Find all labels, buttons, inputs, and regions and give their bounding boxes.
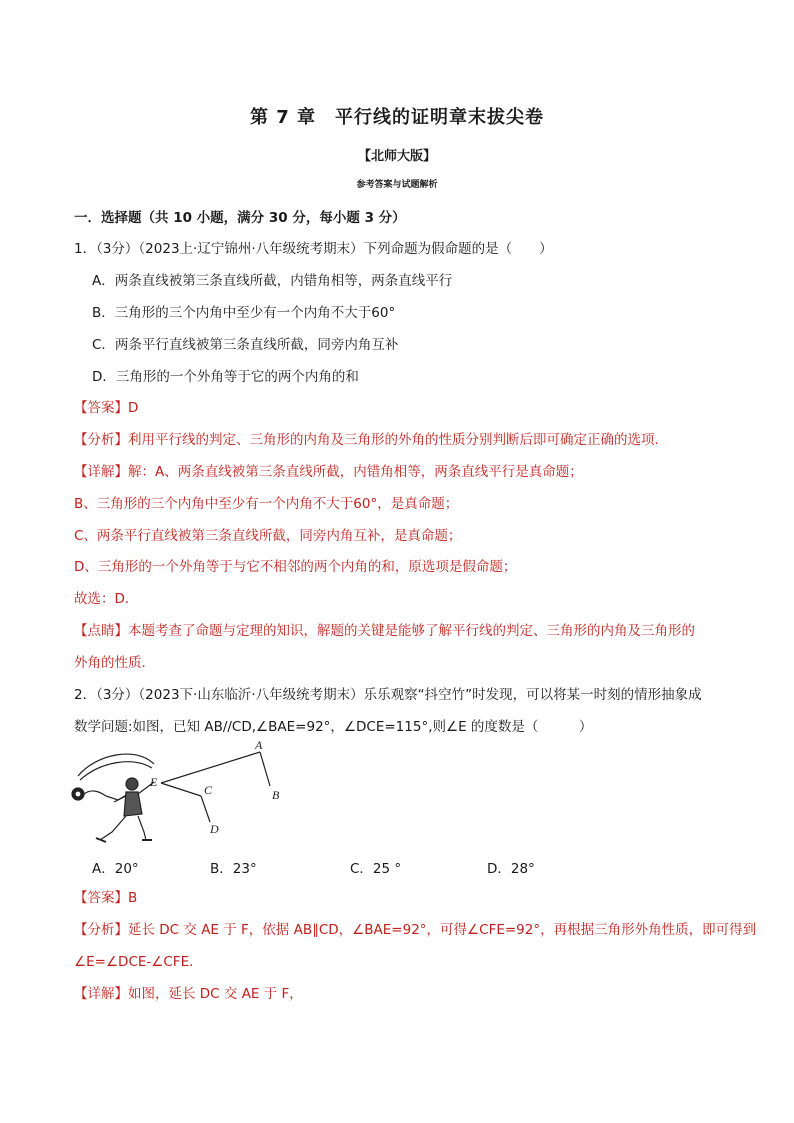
comment-tag: 【点睛】 (74, 623, 128, 639)
analysis-tag: 【分析】 (74, 922, 128, 938)
section-heading: 一．选择题（共 10 小题，满分 30 分，每小题 3 分） (74, 210, 406, 226)
q2-option-b: B．23° (210, 861, 257, 877)
answer-value: B (128, 890, 138, 906)
q2-detail (74, 985, 303, 1003)
segment-cd (201, 796, 210, 822)
q1-stem: 1．（3分）（2023上·辽宁锦州·八年级统考期末）下列命题为假命题的是（ ） (74, 241, 553, 257)
q2-analysis-1 (74, 921, 756, 939)
detail-text: 解：A、两条直线被第三条直线所截，内错角相等，两条直线平行是真命题； (128, 464, 583, 480)
kongzhu-figure (66, 736, 306, 848)
segment-ab (260, 752, 270, 786)
label-d: D (210, 822, 219, 836)
answer-value: D (128, 400, 139, 416)
q1-detail-5: 故选：D． (74, 591, 139, 607)
q1-detail-3: C、两条平行直线被第三条直线所截，同旁内角互补，是真命题； (74, 528, 462, 544)
q1-comment-1 (74, 622, 695, 640)
analysis-tag: 【分析】 (74, 432, 128, 448)
comment-text: 本题考查了命题与定理的知识，解题的关键是能够了解平行线的判定、三角形的内角及三角形的 (128, 623, 695, 639)
q2-answer (74, 889, 137, 907)
q1-option-b: B．三角形的三个内角中至少有一个内角不大于60° (92, 305, 396, 321)
q1-detail-1 (74, 463, 583, 481)
label-b: B (272, 788, 280, 802)
q1-detail-4: D、三角形的一个外角等于与它不相邻的两个内角的和，原选项是假命题； (74, 559, 517, 575)
edition-label: 【北师大版】 (357, 149, 436, 164)
analysis-text: 利用平行线的判定、三角形的内角及三角形的外角的性质分别判断后即可确定正确的选项． (128, 432, 668, 448)
q1-option-c: C．两条平行直线被第三条直线所截，同旁内角互补 (92, 337, 399, 353)
analysis-text: 延长 DC 交 AE 于 F，依据 AB∥CD，∠BAE=92°，可得∠CFE=92°，再根据三角形外角性质，即可得到 (128, 922, 757, 938)
label-c: C (204, 783, 213, 797)
page-title: 第 7 章 平行线的证明章末拔尖卷 (249, 107, 545, 128)
answer-subtitle: 参考答案与试题解析 (356, 180, 438, 190)
q2-option-c: C．25 ° (350, 861, 402, 877)
label-a: A (255, 738, 263, 752)
q1-comment-2: 外角的性质． (74, 655, 155, 671)
segment-ec (161, 783, 201, 796)
q1-detail-2: B、三角形的三个内角中至少有一个内角不大于60°，是真命题； (74, 496, 459, 512)
label-e: E (150, 775, 158, 789)
q1-analysis (74, 431, 668, 449)
detail-text: 如图，延长 DC 交 AE 于 F， (128, 986, 303, 1002)
q2-stem-1: 2．（3分）（2023下·山东临沂·八年级统考期末）乐乐观察“抖空竹”时发现，可以将某一时刻的情形抽象成 (74, 687, 702, 703)
answer-tag: 【答案】 (74, 890, 128, 906)
q1-answer (74, 399, 138, 417)
q2-option-a: A．20° (92, 861, 139, 877)
q2-option-d: D．28° (487, 861, 535, 877)
figure-person-illustration (72, 754, 154, 842)
detail-tag: 【详解】 (74, 464, 128, 480)
q1-option-d: D．三角形的一个外角等于它的两个内角的和 (92, 369, 359, 385)
answer-tag: 【答案】 (74, 400, 128, 416)
segment-ea (161, 752, 260, 783)
detail-tag: 【详解】 (74, 986, 128, 1002)
q1-option-a: A．两条直线被第三条直线所截，内错角相等，两条直线平行 (92, 273, 453, 289)
q2-stem-2: 数学问题:如图，已知 AB//CD,∠BAE=92°，∠DCE=115°,则∠E 的度数是（ ） (74, 719, 593, 735)
q2-analysis-2: ∠E=∠DCE-∠CFE． (74, 954, 203, 970)
